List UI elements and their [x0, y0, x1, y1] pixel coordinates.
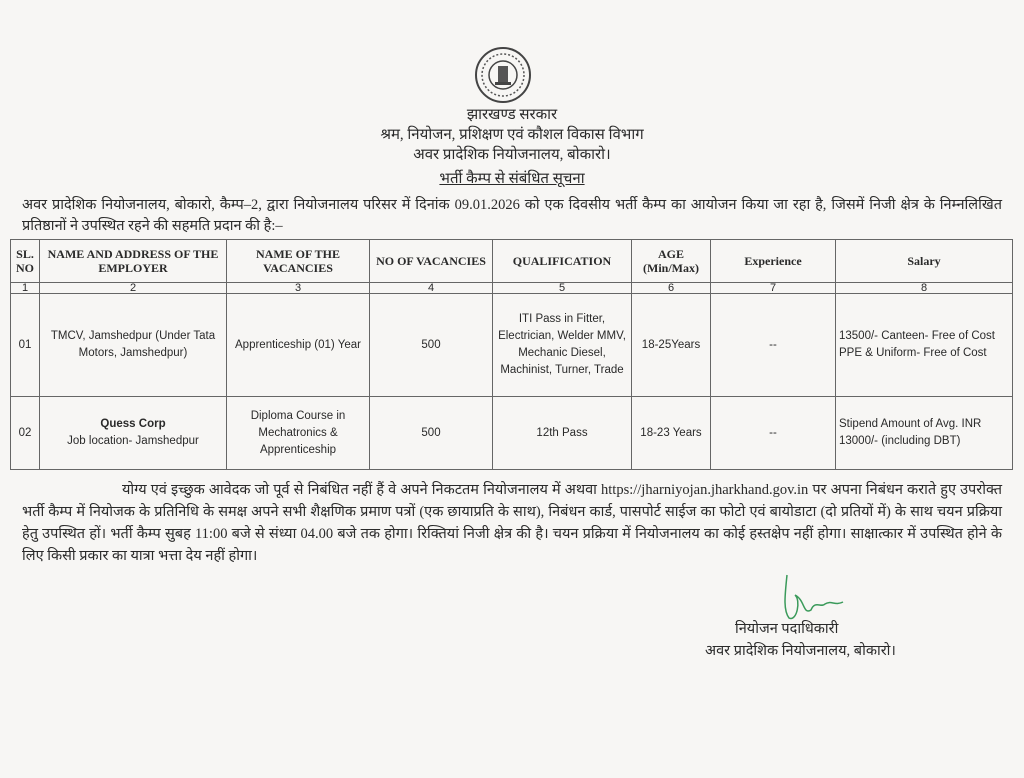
- col-header: NAME OF THE VACANCIES: [227, 240, 370, 283]
- col-number: 3: [227, 283, 370, 294]
- sl-no: 02: [11, 397, 40, 470]
- government-emblem-icon: [474, 46, 532, 104]
- col-header: NAME AND ADDRESS OF THE EMPLOYER: [40, 240, 227, 283]
- col-number: 2: [40, 283, 227, 294]
- col-header: Salary: [836, 240, 1013, 283]
- signatory-designation: नियोजन पदाधिकारी: [735, 621, 839, 637]
- col-number: 8: [836, 283, 1013, 294]
- intro-paragraph: अवर प्रादेशिक नियोजनालय, बोकारो, कैम्प–2, द्वारा नियोजनालय परिसर में दिनांक 09.01.2026 को एक दिवसीय भर्ती कैम्प का आयोजन किया जा रहा है, जिसमें निजी क्षेत्र के निम्नलिखित प्रतिष्ठानों ने उपस्थित रहने की सहमति प्रदान की है:–: [22, 197, 1002, 234]
- col-header: AGE (Min/Max): [632, 240, 711, 283]
- table-row: [11, 397, 1013, 470]
- employer-name: Quess Corp: [100, 418, 166, 430]
- col-header: NO OF VACANCIES: [370, 240, 493, 283]
- experience: --: [711, 294, 836, 397]
- employer: TMCV, Jamshedpur (Under Tata Motors, Jamshedpur): [40, 294, 227, 397]
- salary: Stipend Amount of Avg. INR 13000/- (including DBT): [836, 397, 1013, 470]
- experience: --: [711, 397, 836, 470]
- col-number: 4: [370, 283, 493, 294]
- employer-location: Job location- Jamshedpur: [67, 435, 199, 447]
- header-line-3: अवर प्रादेशिक नियोजनालय, बोकारो।: [413, 147, 611, 163]
- qualification: 12th Pass: [493, 397, 632, 470]
- vacancy-count: 500: [370, 397, 493, 470]
- employer: [40, 397, 227, 470]
- col-header: SL. NO: [11, 240, 40, 283]
- table-row: [11, 294, 1013, 397]
- vacancy-name: Diploma Course in Mechatronics & Apprenticeship: [227, 397, 370, 470]
- notice-title: भर्ती कैम्प से संबंधित सूचना: [439, 171, 585, 187]
- col-header: QUALIFICATION: [493, 240, 632, 283]
- header-line-2: श्रम, नियोजन, प्रशिक्षण एवं कौशल विकास विभाग: [380, 127, 644, 143]
- col-number: 1: [11, 283, 40, 294]
- col-number: 7: [711, 283, 836, 294]
- age: 18-25Years: [632, 294, 711, 397]
- col-number: 5: [493, 283, 632, 294]
- vacancy-name: Apprenticeship (01) Year: [227, 294, 370, 397]
- header-line-1: झारखण्ड सरकार: [466, 107, 558, 123]
- vacancy-table: [10, 239, 1013, 470]
- vacancy-count: 500: [370, 294, 493, 397]
- sl-no: 01: [11, 294, 40, 397]
- instructions-paragraph: योग्य एवं इच्छुक आवेदक जो पूर्व से निबंधित नहीं हैं वे अपने निकटतम नियोजनालय में अथवा https://jharniyojan.jharkhand.gov.in पर अपना निबंधन कराते हुए उपरोक्त भर्ती कैम्प में नियोजक के प्रतिनिधि के समक्ष अपने सभी शैक्षणिक प्रमाण पत्रों (एक छायाप्रति के साथ), निबंधन कार्ड, पासपोर्ट साईज का फोटो एवं बायोडाटा (दो प्रतियों में) के साथ चयन प्रक्रिया हेतु उपस्थित हों। भर्ती कैम्प सुबह 11:00 बजे से संध्या 04.00 बजे तक होगा। रिक्तियां निजी क्षेत्र की है। चयन प्रक्रिया में नियोजनालय का कोई हस्तक्षेप नहीं होगा। साक्षात्कार में उपस्थित होने के लिए किसी प्रकार का यात्रा भत्ता देय नहीं होगा।: [22, 482, 1002, 564]
- age: 18-23 Years: [632, 397, 711, 470]
- salary: 13500/- Canteen- Free of Cost PPE & Uniform- Free of Cost: [836, 294, 1013, 397]
- qualification: ITI Pass in Fitter, Electrician, Welder MMV, Mechanic Diesel, Machinist, Turner, Trade: [493, 294, 632, 397]
- signatory-office: अवर प्रादेशिक नियोजनालय, बोकारो।: [705, 643, 896, 659]
- col-header: Experience: [711, 240, 836, 283]
- column-number-row: [11, 283, 1013, 294]
- table-header-row: [11, 240, 1013, 283]
- col-number: 6: [632, 283, 711, 294]
